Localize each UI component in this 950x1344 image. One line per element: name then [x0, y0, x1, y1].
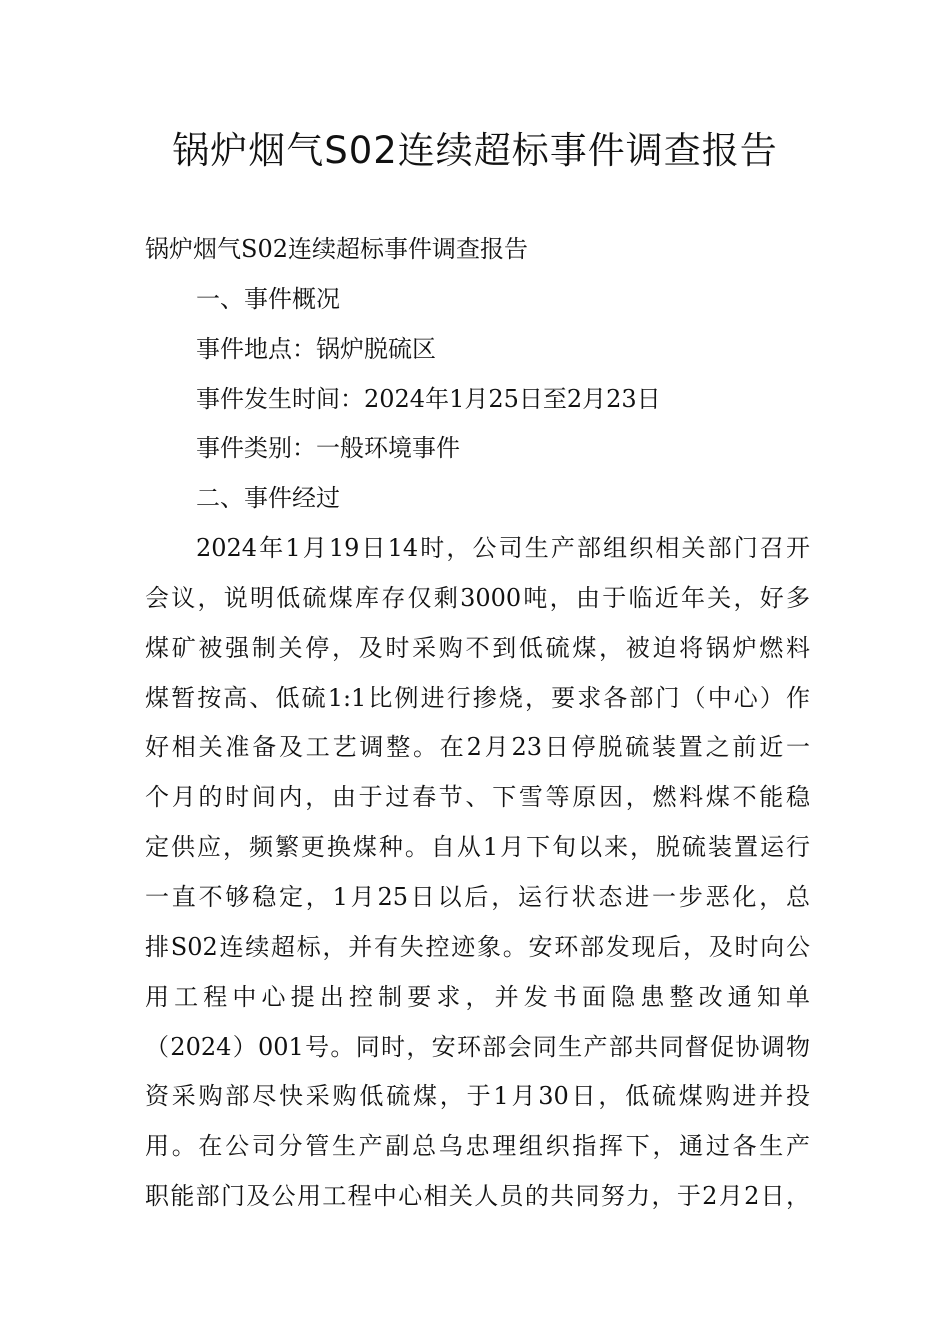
paragraph-line: 排S02连续超标，并有失控迹象。安环部发现后，及时向公	[145, 933, 810, 961]
paragraph-line: 一直不够稳定，1月25日以后，运行状态进一步恶化，总	[145, 883, 810, 911]
paragraph-line: 会议，说明低硫煤库存仅剩3000吨，由于临近年关，好多	[145, 584, 810, 612]
paragraph-line: 资采购部尽快采购低硫煤，于1月30日，低硫煤购进并投	[145, 1082, 810, 1110]
paragraph-line: 定供应，频繁更换煤种。自从1月下旬以来，脱硫装置运行	[145, 833, 810, 861]
paragraph-line: 用工程中心提出控制要求，并发书面隐患整改通知单	[145, 983, 810, 1011]
paragraph-line: 煤矿被强制关停，及时采购不到低硫煤，被迫将锅炉燃料	[145, 634, 810, 662]
section-heading-process: 二、事件经过	[196, 484, 340, 512]
event-location: 事件地点：锅炉脱硫区	[196, 335, 436, 363]
document-title: 锅炉烟气S02连续超标事件调查报告	[172, 129, 778, 172]
section-heading-overview: 一、事件概况	[196, 285, 340, 313]
paragraph-line: 职能部门及公用工程中心相关人员的共同努力，于2月2日，	[145, 1182, 810, 1210]
paragraph-line: 煤暂按高、低硫1:1比例进行掺烧，要求各部门（中心）作	[145, 684, 810, 712]
paragraph-line: （2024）001号。同时，安环部会同生产部共同督促协调物	[145, 1033, 810, 1061]
event-time: 事件发生时间：2024年1月25日至2月23日	[196, 385, 661, 413]
paragraph-line: 好相关准备及工艺调整。在2月23日停脱硫装置之前近一	[145, 733, 810, 761]
paragraph-line: 用。在公司分管生产副总乌忠理组织指挥下，通过各生产	[145, 1132, 810, 1160]
paragraph-line: 2024年1月19日14时，公司生产部组织相关部门召开	[196, 534, 810, 562]
document-subtitle: 锅炉烟气S02连续超标事件调查报告	[145, 235, 528, 263]
event-category: 事件类别：一般环境事件	[196, 434, 460, 462]
paragraph-line: 个月的时间内，由于过春节、下雪等原因，燃料煤不能稳	[145, 783, 810, 811]
